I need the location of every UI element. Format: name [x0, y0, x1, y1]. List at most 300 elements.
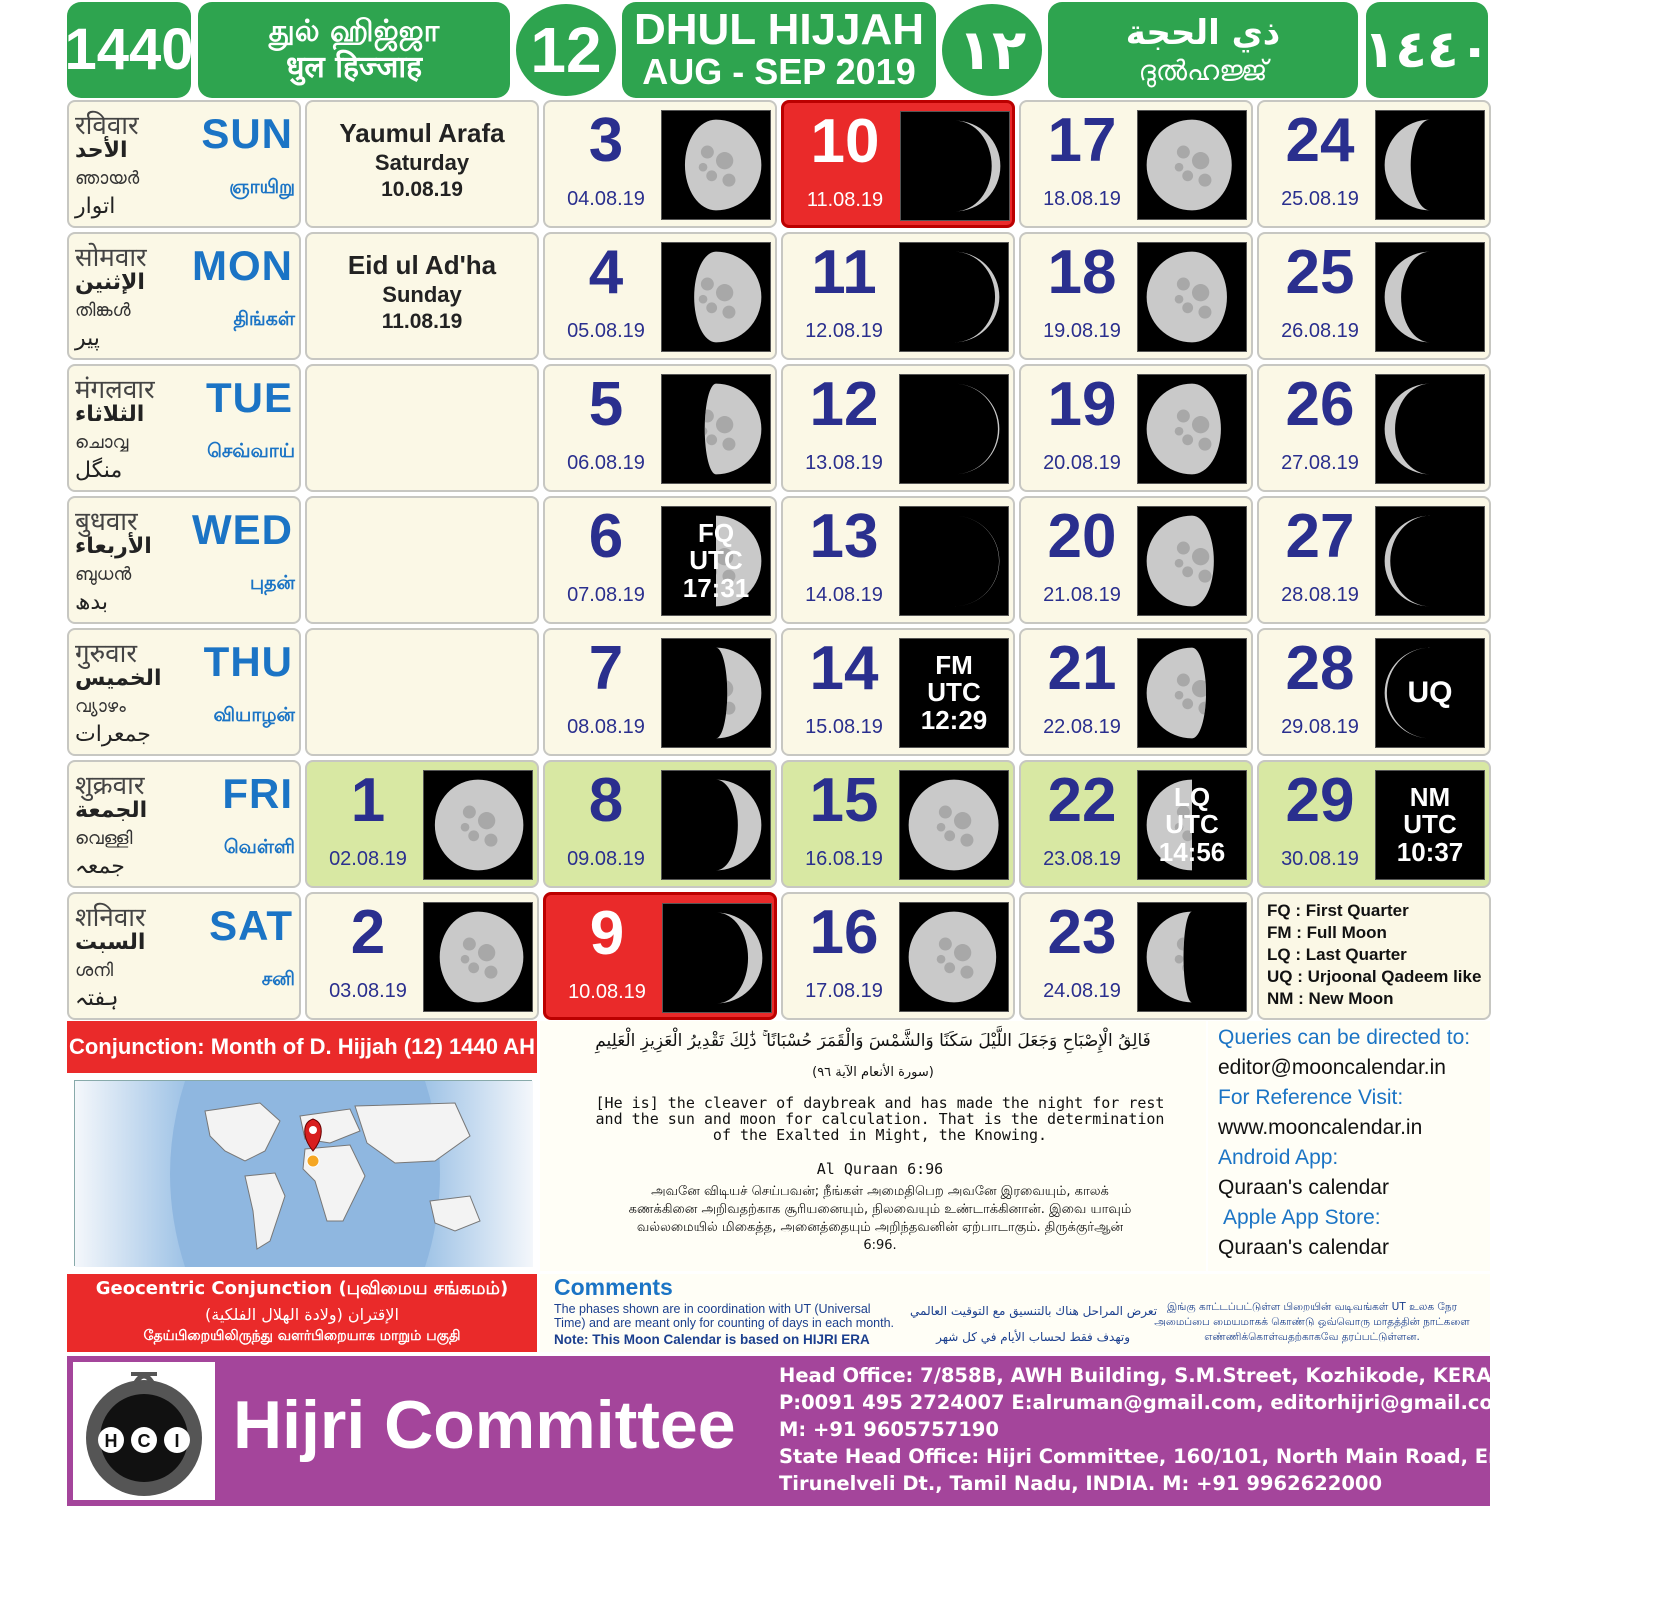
moon-crater — [706, 170, 717, 181]
hijri-day-number: 10 — [810, 107, 880, 176]
moon-crater — [722, 834, 735, 847]
moon-crater — [939, 542, 952, 555]
day-cell-14[interactable] — [781, 628, 1015, 756]
moon-crater — [1430, 548, 1447, 565]
moon-crater — [1413, 559, 1422, 568]
moon-lit-area — [955, 121, 1000, 212]
moon-crater — [701, 410, 714, 423]
conjunction-title: Conjunction: Month of D. Hijjah (12) 1440 AH — [68, 1034, 536, 1059]
contact-website[interactable]: www.mooncalendar.in — [1218, 1116, 1423, 1139]
comments-panel — [540, 1274, 1490, 1352]
gregorian-date: 24.08.19 — [1043, 980, 1121, 1002]
gregorian-date: 23.08.19 — [1043, 848, 1121, 870]
moon-phase-icon — [661, 110, 771, 220]
comments-note: Note: This Moon Calendar is based on HIJRI ERA — [554, 1332, 870, 1347]
hijri-day-number: 22 — [1047, 766, 1117, 835]
moon-crater — [1420, 302, 1431, 313]
gregorian-date: 25.08.19 — [1281, 188, 1359, 210]
moon-crater — [1198, 306, 1211, 319]
weekday-arabic: السبت — [75, 930, 146, 955]
moon-lit-area — [716, 780, 761, 871]
weekday-tamil: ஞாயிறு — [229, 176, 295, 198]
quote-english: [He is] the cleaver of daybreak and has made the night for rest and the sun and moon for calculation. That is the determination of the Exalted in Might, the Knowing. — [595, 1094, 1165, 1144]
weekday-tamil: புதன் — [250, 572, 295, 594]
gregorian-date: 11.08.19 — [806, 189, 884, 211]
moon-crater — [706, 698, 717, 709]
weekday-urdu: پیر — [75, 326, 100, 351]
moon-crater — [939, 938, 952, 951]
moon-crater — [1175, 295, 1184, 304]
hijri-day-number: 24 — [1285, 106, 1355, 175]
moon-crater — [463, 806, 476, 819]
hijri-day-number: 17 — [1047, 106, 1117, 175]
conjunction-map — [74, 1080, 532, 1266]
weekday-hindi: शनिवार — [75, 903, 146, 933]
moon-crater — [1413, 295, 1422, 304]
moon-phase-icon — [1137, 770, 1247, 880]
weekday-arabic: الخميس — [75, 666, 162, 691]
hijri-day-number: 16 — [809, 898, 879, 967]
moon-crater — [702, 939, 715, 952]
moon-crater — [960, 570, 973, 583]
moon-crater — [484, 966, 497, 979]
moon-lit-area — [716, 648, 761, 739]
moon-crater — [1415, 278, 1428, 291]
moon-phase-icon — [423, 902, 533, 1012]
geocentric-arabic: الإقتران (ولادة الهلال الفلكية) — [205, 1305, 399, 1324]
moon-phase-icon — [1375, 110, 1485, 220]
day-cell-29[interactable] — [1257, 760, 1491, 888]
day-cell-27[interactable] — [1257, 496, 1491, 624]
moon-phase-graphic — [662, 111, 770, 219]
weekday-hindi: रविवार — [75, 111, 139, 141]
day-cell-19[interactable] — [1019, 364, 1253, 492]
arabic-month-name: ذي الحجة — [1125, 12, 1281, 53]
moon-crater — [461, 955, 470, 964]
moon-crater — [701, 146, 714, 159]
moon-phase-graphic — [1138, 375, 1246, 483]
moon-lit-area — [705, 384, 762, 475]
day-cell-11[interactable] — [781, 232, 1015, 360]
day-cell-22[interactable] — [1019, 760, 1253, 888]
day-cell-13[interactable] — [781, 496, 1015, 624]
moon-phase-icon — [899, 902, 1009, 1012]
moon-crater — [937, 559, 946, 568]
day-cell-9[interactable] — [543, 892, 777, 1020]
hijri-day-number: 12 — [809, 370, 879, 439]
hijri-day-number: 21 — [1047, 634, 1117, 703]
moon-phase-graphic — [662, 771, 770, 879]
moon-crater — [478, 812, 495, 829]
gregorian-date: 06.08.19 — [567, 452, 645, 474]
moon-crater — [461, 823, 470, 832]
day-cell-25[interactable] — [1257, 232, 1491, 360]
day-cell-17[interactable] — [1019, 100, 1253, 228]
moon-lit-area — [954, 252, 999, 343]
moon-crater — [699, 427, 708, 436]
apple-app-name: Quraan's calendar — [1218, 1236, 1389, 1259]
geocentric-tamil: தேய்பிறையிலிருந்து வளர்பிறையாக மாறும் பகுதி — [143, 1328, 461, 1344]
moon-crater — [1415, 542, 1428, 555]
hijri-day-number: 6 — [588, 502, 624, 571]
moon-phase-icon — [661, 242, 771, 352]
moon-phase-graphic — [662, 375, 770, 483]
moon-phase-label-line: UTC — [927, 677, 981, 708]
moon-crater — [939, 278, 952, 291]
logo-panel — [73, 1362, 215, 1500]
contacts-panel — [1208, 1021, 1490, 1271]
hijri-day-number: 20 — [1047, 502, 1117, 571]
legend-item: FM : Full Moon — [1267, 923, 1387, 942]
comments-english: The phases shown are in coordination with UT (Universal Time) and are meant only for counting of days in each month. — [554, 1302, 894, 1330]
quote-panel — [540, 1021, 1206, 1271]
gregorian-date: 12.08.19 — [805, 320, 883, 342]
gregorian-date: 27.08.19 — [1281, 452, 1359, 474]
moon-lit-area — [1147, 384, 1221, 475]
moon-lit-area — [1385, 384, 1430, 475]
gregorian-date: 14.08.19 — [805, 584, 883, 606]
hijri-day-number: 2 — [350, 898, 386, 967]
moon-crater — [1420, 434, 1431, 445]
moon-phase-graphic — [1138, 639, 1246, 747]
weekday-english: WED — [192, 506, 293, 553]
moon-crater — [961, 175, 974, 188]
moon-crater — [944, 434, 955, 445]
day-cell-5[interactable] — [543, 364, 777, 492]
moon-crater — [478, 944, 495, 961]
moon-crater — [468, 830, 479, 841]
moon-phase-label — [900, 639, 1008, 747]
moon-phase-label-line: 12:29 — [920, 704, 988, 735]
hijri-day-number: 26 — [1285, 370, 1355, 439]
moon-crater — [1430, 416, 1447, 433]
weekday-english: MON — [192, 242, 293, 289]
address-line-4: State Head Office: Hijri Committee, 160/101, North Main Road, Eruvadi-627103, — [779, 1445, 1655, 1468]
hijri-day-number: 25 — [1285, 238, 1355, 307]
event-name: Eid ul Ad'ha — [347, 250, 497, 280]
moon-crater — [1192, 548, 1209, 565]
address-line-1: Head Office: 7/858B, AWH Building, S.M.Street, Kozhikode, KERALA-673001, — [779, 1364, 1616, 1387]
moon-crater — [1177, 410, 1190, 423]
weekday-hindi: बुधवार — [75, 507, 138, 537]
moon-lit-area — [1385, 516, 1430, 607]
moon-phase-label-line: UTC — [1403, 809, 1457, 840]
weekday-tamil: திங்கள் — [233, 308, 295, 330]
day-cell-18[interactable] — [1019, 232, 1253, 360]
moon-crater — [1430, 152, 1447, 169]
weekday-english: TUE — [206, 374, 293, 421]
moon-crater — [960, 306, 973, 319]
moon-crater — [1182, 302, 1193, 313]
tamil-month-name: துல் ஹிஜ்ஜா — [268, 14, 440, 49]
day-cell-20[interactable] — [1019, 496, 1253, 624]
day-cell-24[interactable] — [1257, 100, 1491, 228]
moon-phase-icon — [661, 506, 771, 616]
day-cell-16[interactable] — [781, 892, 1015, 1020]
moon-phase-graphic — [1138, 507, 1246, 615]
moon-phase-icon — [899, 638, 1009, 748]
moon-crater — [716, 152, 733, 169]
geocentric-box — [67, 1274, 537, 1352]
day-cell-1[interactable] — [305, 760, 539, 888]
hijri-day-number: 11 — [811, 238, 877, 307]
world-map-graphic — [75, 1081, 533, 1267]
day-cell-26[interactable] — [1257, 364, 1491, 492]
moon-phase-graphic — [1376, 375, 1484, 483]
address-line-5: Tirunelveli Dt., Tamil Nadu, INDIA. M: +91 9962622000 — [779, 1472, 1383, 1495]
weekday-arabic: الإثنين — [75, 270, 145, 295]
day-cell-3[interactable] — [543, 100, 777, 228]
moon-crater — [937, 955, 946, 964]
moon-crater — [1182, 434, 1193, 445]
moon-crater — [954, 416, 971, 433]
moon-lit-area — [1147, 252, 1227, 343]
logo-letter-i: I — [174, 1431, 180, 1451]
comments-arabic-1: تعرض المراحل هناك بالتنسيق مع التوقيت العالمي — [910, 1304, 1158, 1318]
moon-crater — [1430, 284, 1447, 301]
moon-phase-label — [1376, 771, 1484, 879]
moon-crater — [722, 438, 735, 451]
moon-crater — [722, 174, 735, 187]
moon-crater — [716, 284, 733, 301]
hijri-day-number: 5 — [588, 370, 624, 439]
moon-crater — [699, 163, 708, 172]
moon-crater — [463, 938, 476, 951]
event-date: 11.08.19 — [381, 310, 463, 333]
moon-crater — [1177, 146, 1190, 159]
conjunction-title-bar — [67, 1021, 537, 1073]
moon-phase-graphic — [1138, 111, 1246, 219]
empty-cell — [305, 628, 539, 756]
event-cell — [305, 232, 539, 360]
event-day: Sunday — [382, 282, 462, 307]
gregorian-date: 03.08.19 — [329, 980, 407, 1002]
gregorian-date: 17.08.19 — [805, 980, 883, 1002]
moon-phase-icon — [899, 770, 1009, 880]
moon-phase-icon — [899, 374, 1009, 484]
moon-crater — [1420, 170, 1431, 181]
month-name-tamil-hindi-box — [198, 2, 510, 98]
gregorian-date: 09.08.19 — [567, 848, 645, 870]
empty-cell — [305, 364, 539, 492]
logo-letter-c: C — [137, 1431, 151, 1451]
day-cell-8[interactable] — [543, 760, 777, 888]
moon-phase-graphic — [424, 771, 532, 879]
moon-phase-icon — [661, 374, 771, 484]
moon-lit-area — [435, 780, 523, 871]
hijri-day-number: 9 — [589, 899, 625, 968]
weekday-urdu: جمعرات — [75, 722, 151, 747]
moon-crater — [699, 295, 708, 304]
moon-crater — [960, 966, 973, 979]
moon-lit-area — [954, 384, 999, 475]
day-cell-21[interactable] — [1019, 628, 1253, 756]
moon-crater — [1413, 163, 1422, 172]
moon-crater — [954, 284, 971, 301]
hci-logo-icon — [73, 1362, 215, 1500]
moon-phase-icon — [1375, 770, 1485, 880]
moon-crater — [1175, 427, 1184, 436]
gregorian-date: 20.08.19 — [1043, 452, 1121, 474]
moon-phase-icon — [1375, 374, 1485, 484]
moon-crater — [1198, 966, 1211, 979]
gregorian-date: 19.08.19 — [1043, 320, 1121, 342]
weekday-malayalam: വെള്ളി — [75, 828, 133, 849]
geocentric-title: Geocentric Conjunction (புவிமைய சங்கமம்) — [95, 1278, 509, 1299]
moon-phase-label-line: 10:37 — [1396, 836, 1464, 867]
quote-tamil: அவனே விடியச் செய்பவன்; நீங்கள் அமைதிபெற அவனே இரவையும், காலக் கணக்கினை அறிவதற்காக சூரியனையும், நிலவையும் உண்டாக்கினான். இவை யாவும் வல்லமையில் மிகைத்த, அனைத்தையும் அறிந்தவனின் ஏற்பாடாகும். திருக்குர்ஆன் 6:96. — [628, 1184, 1132, 1253]
moon-phase-icon — [900, 111, 1010, 221]
gregorian-date: 18.08.19 — [1043, 188, 1121, 210]
moon-crater — [1175, 163, 1184, 172]
moon-crater — [955, 153, 972, 170]
moon-crater — [701, 278, 714, 291]
moon-crater — [1436, 438, 1449, 451]
event-name: Yaumul Arafa — [339, 118, 505, 148]
moon-phase-label-line: LQ — [1173, 782, 1211, 813]
hijri-day-number: 14 — [809, 634, 879, 703]
moon-crater — [700, 956, 709, 965]
moon-crater — [722, 306, 735, 319]
weekday-cell-thu — [67, 628, 301, 756]
moon-crater — [1192, 416, 1209, 433]
moon-crater — [1198, 174, 1211, 187]
moon-phase-icon — [899, 242, 1009, 352]
logo-letter-h: H — [104, 1431, 118, 1451]
day-cell-23[interactable] — [1019, 892, 1253, 1020]
moon-phase-label-line: NM — [1409, 782, 1451, 813]
moon-crater — [1436, 570, 1449, 583]
moon-crater — [1415, 146, 1428, 159]
event-date: 10.08.19 — [381, 178, 463, 201]
moon-crater — [1177, 938, 1190, 951]
moon-crater — [937, 823, 946, 832]
moon-crater — [954, 812, 971, 829]
moon-crater — [699, 691, 708, 700]
moon-crater — [1182, 698, 1193, 709]
moon-crater — [1177, 278, 1190, 291]
month-name-arabic-malayalam-box — [1048, 2, 1358, 98]
moon-crater — [1192, 944, 1209, 961]
moon-crater — [722, 702, 735, 715]
moon-phase-icon — [662, 903, 772, 1013]
day-cell-28[interactable] — [1257, 628, 1491, 756]
moon-phase-icon — [1137, 110, 1247, 220]
moon-crater — [944, 302, 955, 313]
weekday-urdu: اتوار — [75, 194, 116, 219]
moon-phase-graphic — [424, 903, 532, 1011]
moon-phase-legend — [1257, 892, 1491, 1020]
moon-crater — [716, 812, 733, 829]
address-line-2: P:0091 495 2724007 E:alruman@gmail.com, editorhijri@gmail.com — [779, 1391, 1514, 1414]
hijri-day-number: 7 — [588, 634, 624, 703]
moon-phase-icon — [661, 770, 771, 880]
moon-lit-area — [954, 516, 999, 607]
day-cell-4[interactable] — [543, 232, 777, 360]
quote-english-ref: Al Quraan 6:96 — [816, 1160, 944, 1178]
gregorian-date: 26.08.19 — [1281, 320, 1359, 342]
address-block — [779, 1362, 1655, 1497]
moon-crater — [1177, 674, 1190, 687]
month-number-circle — [516, 4, 616, 96]
moon-phase-label-line: UTC — [689, 545, 743, 576]
legend-item: NM : New Moon — [1267, 989, 1394, 1008]
moon-crater — [1192, 284, 1209, 301]
moon-phase-icon — [1375, 242, 1485, 352]
weekday-urdu: ہفتہ — [75, 986, 119, 1011]
moon-phase-label-line: UQ — [1407, 676, 1453, 710]
comments-tamil: இங்கு காட்டப்பட்டுள்ள பிறையின் வடிவங்கள் UT உலக நேர அமைப்பை மையமாகக் கொண்டு ஒவ்வொரு மாதத்தின் நாட்களை எண்ணிக்கொள்வதற்காகவே தரப்பட்டுள்ளன. — [1154, 1301, 1470, 1343]
day-cell-7[interactable] — [543, 628, 777, 756]
day-cell-15[interactable] — [781, 760, 1015, 888]
moon-phase-icon — [1137, 374, 1247, 484]
day-cell-6[interactable] — [543, 496, 777, 624]
moon-crater — [960, 834, 973, 847]
weekday-hindi: मंगलवार — [75, 375, 155, 405]
hijri-day-number: 29 — [1285, 766, 1355, 835]
weekday-hindi: सोमवार — [75, 243, 147, 273]
weekday-malayalam: ചൊവ്വ — [75, 432, 129, 453]
moon-phase-icon — [1137, 242, 1247, 352]
hijri-day-number: 28 — [1285, 634, 1355, 703]
gregorian-date: 07.08.19 — [567, 584, 645, 606]
moon-crater — [945, 171, 956, 182]
gregorian-date: 05.08.19 — [567, 320, 645, 342]
gregorian-date: 21.08.19 — [1043, 584, 1121, 606]
weekday-arabic: الأحد — [75, 138, 128, 163]
weekday-malayalam: തിങ്കൾ — [75, 300, 131, 321]
weekday-malayalam: വ്യാഴം — [75, 696, 126, 717]
month-number-arabic: ١٢ — [957, 17, 1027, 83]
hijri-day-number: 23 — [1047, 898, 1117, 967]
moon-phase-icon — [1137, 506, 1247, 616]
weekday-urdu: بدھ — [75, 590, 109, 615]
moon-phase-graphic — [662, 639, 770, 747]
moon-crater — [937, 427, 946, 436]
legend-item: LQ : Last Quarter — [1267, 945, 1407, 964]
event-cell — [305, 100, 539, 228]
moon-phase-graphic — [1376, 111, 1484, 219]
moon-crater — [716, 416, 733, 433]
weekday-tamil: சனி — [261, 968, 295, 990]
moon-crater — [1175, 955, 1184, 964]
moon-crater — [1182, 170, 1193, 181]
moon-phase-icon — [1375, 638, 1485, 748]
day-cell-12[interactable] — [781, 364, 1015, 492]
moon-crater — [944, 962, 955, 973]
hijri-day-number: 13 — [809, 502, 879, 571]
moon-crater — [1175, 691, 1184, 700]
gregorian-date: 04.08.19 — [567, 188, 645, 210]
moon-crater — [706, 434, 717, 445]
moon-phase-graphic — [1138, 243, 1246, 351]
moon-phase-graphic — [900, 771, 1008, 879]
moon-crater — [954, 548, 971, 565]
contact-email[interactable]: editor@mooncalendar.in — [1218, 1056, 1446, 1079]
moon-crater — [699, 823, 708, 832]
hijri-day-number: 19 — [1047, 370, 1117, 439]
gregorian-date: 29.08.19 — [1281, 716, 1359, 738]
day-cell-2[interactable] — [305, 892, 539, 1020]
weekday-arabic: الثلاثاء — [75, 402, 145, 427]
moon-phase-graphic — [1138, 903, 1246, 1011]
moon-phase-label-line: FQ — [697, 518, 735, 549]
moon-crater — [1177, 542, 1190, 555]
day-cell-10[interactable] — [781, 100, 1015, 228]
gregorian-date: 16.08.19 — [805, 848, 883, 870]
hijri-day-number: 4 — [588, 238, 624, 307]
year-left: 1440 — [64, 17, 194, 82]
